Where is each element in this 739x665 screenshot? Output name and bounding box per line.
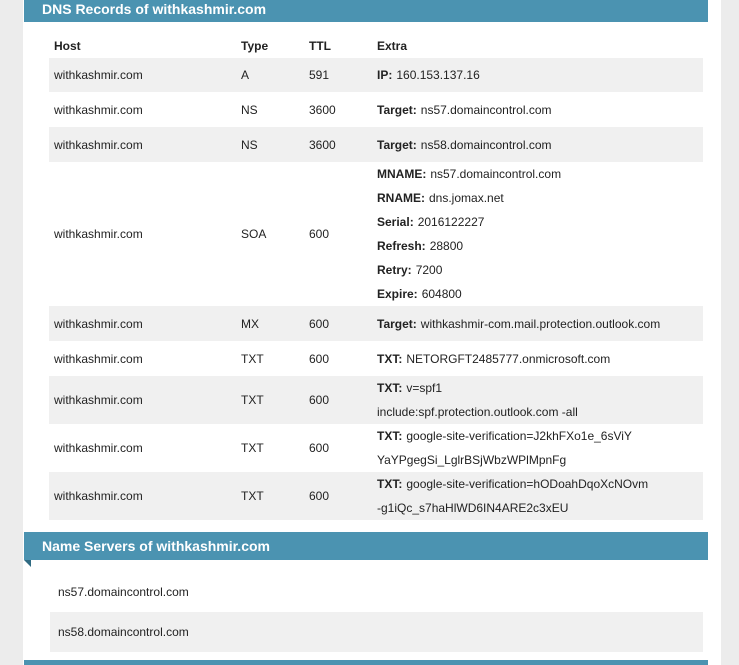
ttl-cell: 600: [309, 351, 330, 366]
name-servers-header: [24, 532, 708, 560]
host-cell: withkashmir.com: [49, 58, 241, 92]
table-row: [49, 472, 703, 520]
ttl-cell: 600: [309, 376, 377, 424]
extra-value: v=spf1: [406, 381, 443, 395]
extra-label: IP:: [377, 68, 393, 82]
column-header-type: Type: [241, 39, 269, 53]
name-servers-title: Name Servers of withkashmir.com: [42, 538, 270, 554]
extra-line: [377, 400, 697, 424]
host-cell: withkashmir.com: [49, 376, 241, 424]
table-header-row: [49, 34, 703, 58]
dns-records-title: DNS Records of withkashmir.com: [42, 1, 267, 17]
ttl-cell: 600: [309, 306, 377, 341]
next-section-header: [24, 660, 708, 665]
name-server-item: ns58.domaincontrol.com: [50, 612, 703, 652]
extra-value: YaYPgegSi_LglrBSjWbzWPlMpnFg: [377, 453, 567, 467]
table-row: [49, 162, 703, 306]
host-cell: withkashmir.com: [49, 127, 241, 162]
host-cell: withkashmir.com: [54, 441, 143, 455]
header-fold-decoration: [24, 560, 31, 567]
table-row: [49, 92, 703, 127]
extra-line: [377, 448, 697, 472]
extra-label: Retry:: [377, 263, 412, 277]
extra-value: 2016122227: [417, 215, 485, 229]
extra-value: ns58.domaincontrol.com: [420, 137, 552, 152]
type-cell: TXT: [241, 351, 264, 366]
host-cell: withkashmir.com: [49, 306, 241, 341]
table-row: [49, 424, 703, 472]
extra-line: [377, 234, 697, 258]
extra-label: TXT:: [377, 351, 403, 366]
extra-value: ns57.domaincontrol.com: [420, 102, 552, 117]
ttl-cell: 3600: [309, 102, 336, 117]
extra-cell: [377, 92, 703, 127]
extra-line: [377, 63, 697, 87]
table-row: [49, 376, 703, 424]
type-cell: TXT: [241, 376, 309, 424]
dns-records-header: [24, 0, 708, 22]
extra-label: RNAME:: [377, 191, 425, 205]
extra-label: Target:: [377, 137, 417, 152]
extra-cell: [377, 162, 703, 306]
extra-value: google-site-verification=hODoahDqoXcNOvm: [406, 477, 649, 491]
host-cell: withkashmir.com: [54, 351, 143, 366]
table-row: [49, 306, 703, 341]
extra-label: TXT:: [377, 477, 403, 491]
extra-cell: [377, 376, 703, 424]
extra-line: [377, 186, 697, 210]
type-cell: NS: [241, 127, 309, 162]
extra-value: withkashmir-com.mail.protection.outlook.com: [420, 316, 661, 331]
extra-label: Target:: [377, 316, 417, 331]
extra-cell: [377, 424, 703, 472]
extra-label: TXT:: [377, 381, 403, 395]
extra-cell: [377, 58, 703, 92]
extra-line: [377, 376, 697, 400]
ttl-cell: 600: [309, 227, 330, 241]
extra-line: [377, 424, 697, 448]
extra-label: Target:: [377, 102, 417, 117]
table-row: [49, 341, 703, 376]
extra-value: NETORGFT2485777.onmicrosoft.com: [406, 351, 611, 366]
extra-value: google-site-verification=J2khFXo1e_6sViY: [406, 429, 632, 443]
column-header-extra: Extra: [377, 39, 408, 53]
extra-value: 160.153.137.16: [396, 68, 480, 82]
extra-value: ns57.domaincontrol.com: [430, 167, 562, 181]
extra-line: [377, 258, 697, 282]
host-cell: withkashmir.com: [49, 472, 241, 520]
extra-cell: [377, 306, 703, 341]
ttl-cell: 591: [309, 58, 377, 92]
extra-line: [377, 210, 697, 234]
type-cell: TXT: [241, 472, 309, 520]
type-cell: SOA: [241, 227, 267, 241]
ttl-cell: 600: [309, 441, 330, 455]
extra-value: dns.jomax.net: [429, 191, 504, 205]
extra-label: Expire:: [377, 287, 418, 301]
extra-value: 7200: [415, 263, 443, 277]
host-cell: withkashmir.com: [54, 102, 143, 117]
name-servers-list: [50, 572, 703, 652]
ttl-cell: 600: [309, 472, 377, 520]
extra-line: [377, 312, 697, 336]
table-row: [49, 127, 703, 162]
extra-line: [377, 472, 697, 496]
extra-line: [377, 496, 697, 520]
extra-line: [377, 133, 697, 157]
type-cell: TXT: [241, 441, 264, 455]
extra-label: MNAME:: [377, 167, 427, 181]
column-header-ttl: TTL: [309, 39, 331, 53]
extra-line: [377, 162, 697, 186]
extra-label: Serial:: [377, 215, 414, 229]
type-cell: NS: [241, 102, 258, 117]
dns-records-table: [49, 34, 703, 520]
extra-line: [377, 282, 697, 306]
extra-label: Refresh:: [377, 239, 426, 253]
ttl-cell: 3600: [309, 127, 377, 162]
extra-cell: [377, 127, 703, 162]
extra-cell: [377, 472, 703, 520]
extra-cell: [377, 341, 703, 376]
extra-label: TXT:: [377, 429, 403, 443]
extra-line: [377, 98, 697, 122]
table-row: [49, 58, 703, 92]
extra-line: [377, 347, 697, 371]
name-server-item: ns57.domaincontrol.com: [58, 585, 189, 599]
extra-value: 604800: [421, 287, 462, 301]
extra-value: 28800: [429, 239, 464, 253]
type-cell: A: [241, 58, 309, 92]
host-cell: withkashmir.com: [54, 227, 143, 241]
type-cell: MX: [241, 306, 309, 341]
column-header-host: Host: [54, 39, 81, 53]
extra-value: -g1iQc_s7haHlWD6IN4ARE2c3xEU: [377, 501, 569, 515]
extra-value: include:spf.protection.outlook.com -all: [377, 405, 578, 419]
